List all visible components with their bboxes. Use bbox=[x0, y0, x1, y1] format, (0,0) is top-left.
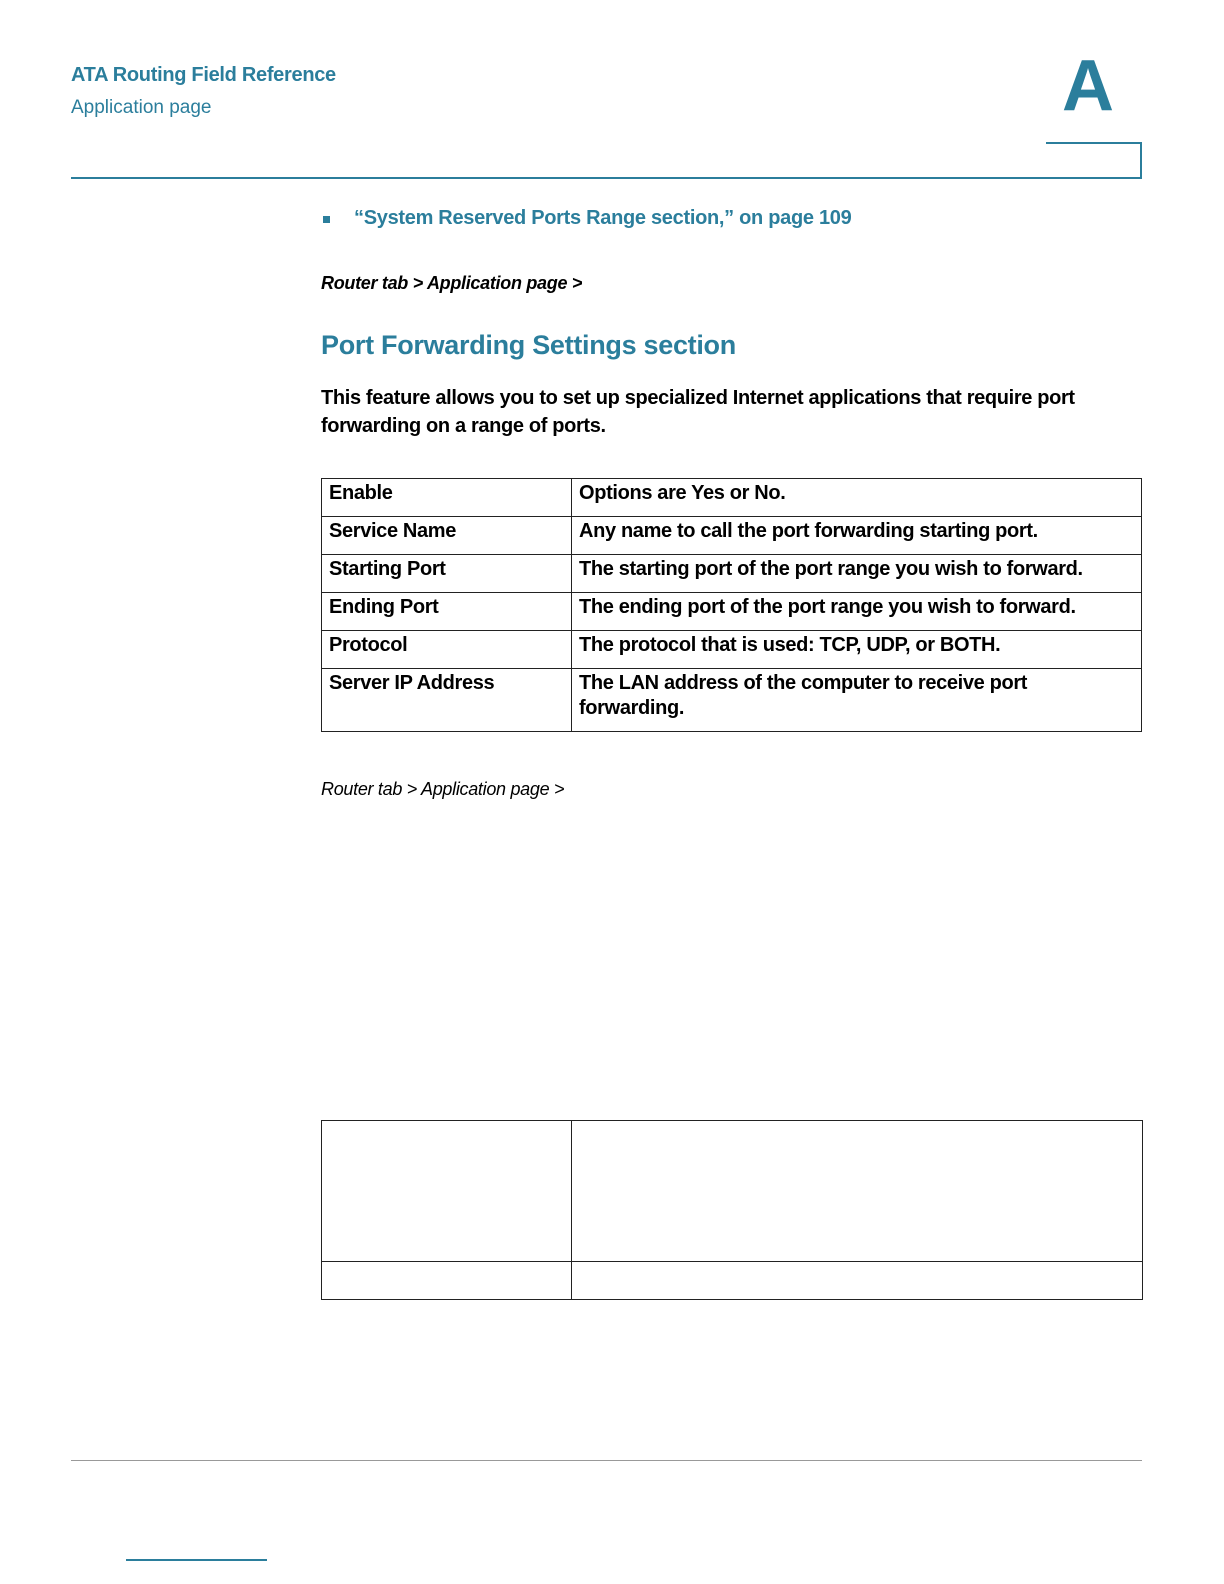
field-name-cell: Server IP Address bbox=[322, 669, 572, 732]
field-name-cell bbox=[322, 1121, 572, 1262]
section-intro-paragraph: This feature allows you to set up specialized Internet applications that require port forwarding on a range of ports. bbox=[321, 387, 1075, 437]
field-description-cell: The protocol that is used: TCP, UDP, or BOTH. bbox=[572, 631, 1142, 669]
breadcrumb: Router tab > Application page > bbox=[321, 779, 565, 799]
table-row bbox=[322, 517, 1142, 555]
table-row bbox=[322, 669, 1142, 732]
field-name-cell: Ending Port bbox=[322, 593, 572, 631]
field-name-cell: Enable bbox=[322, 479, 572, 517]
field-description-cell: Options are Yes or No. bbox=[572, 479, 1142, 517]
table-row bbox=[322, 1121, 1143, 1262]
field-description-cell: The starting port of the port range you wish to forward. bbox=[572, 555, 1142, 593]
port-forwarding-fields-table bbox=[321, 478, 1142, 732]
field-description-cell bbox=[572, 1262, 1143, 1300]
footer-divider bbox=[71, 1460, 1142, 1461]
header-divider bbox=[71, 177, 1142, 179]
field-name-cell bbox=[322, 1262, 572, 1300]
footer-accent-line bbox=[126, 1559, 267, 1561]
field-description-cell bbox=[572, 1121, 1143, 1262]
table-row bbox=[322, 1262, 1143, 1300]
running-header-subtitle: Application page bbox=[71, 97, 212, 118]
section-heading: Port Forwarding Settings section bbox=[321, 330, 736, 360]
field-description-cell: The LAN address of the computer to receive port forwarding. bbox=[572, 669, 1142, 732]
cross-reference-link[interactable]: “System Reserved Ports Range section,” on page 109 bbox=[354, 207, 852, 229]
table-row bbox=[322, 555, 1142, 593]
field-description-cell: The ending port of the port range you wish to forward. bbox=[572, 593, 1142, 631]
table-row bbox=[322, 631, 1142, 669]
chapter-letter: A bbox=[1062, 46, 1114, 126]
table-row bbox=[322, 593, 1142, 631]
breadcrumb: Router tab > Application page > bbox=[321, 273, 583, 293]
field-description-cell: Any name to call the port forwarding starting port. bbox=[572, 517, 1142, 555]
field-name-cell: Service Name bbox=[322, 517, 572, 555]
bullet-square-icon bbox=[323, 216, 330, 223]
running-header-title: ATA Routing Field Reference bbox=[71, 64, 336, 86]
empty-fields-table bbox=[321, 1120, 1143, 1300]
field-name-cell: Protocol bbox=[322, 631, 572, 669]
table-row bbox=[322, 479, 1142, 517]
chapter-tab-frame bbox=[1046, 142, 1142, 178]
field-name-cell: Starting Port bbox=[322, 555, 572, 593]
